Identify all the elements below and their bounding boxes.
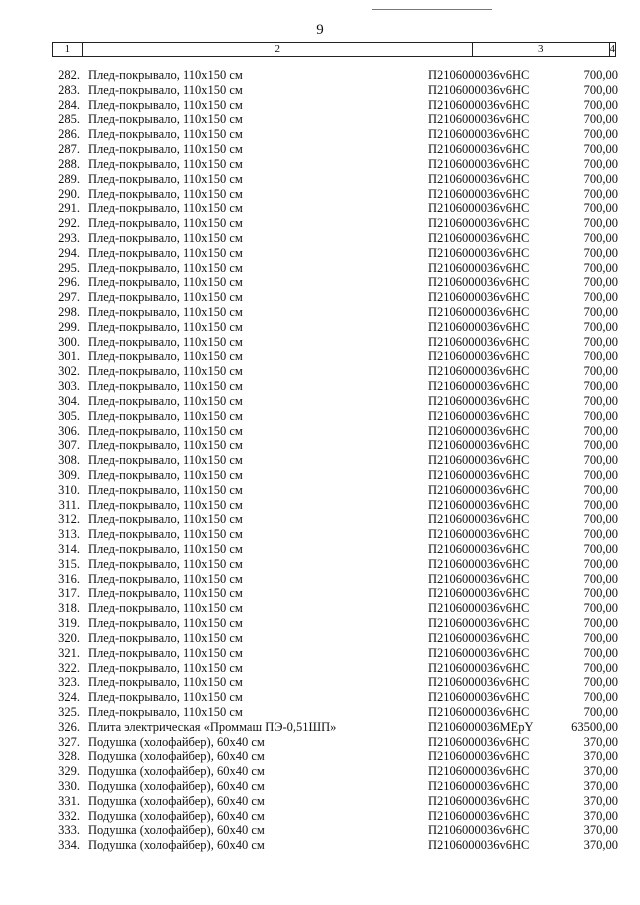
item-name: Плед-покрывало, 110х150 см <box>88 82 243 97</box>
item-code: П2106000036v6НС <box>428 201 530 216</box>
item-code: П2106000036v6НС <box>428 764 530 779</box>
item-name: Плед-покрывало, 110х150 см <box>88 112 243 127</box>
item-price: 700,00 <box>583 423 618 438</box>
item-name: Плед-покрывало, 110х150 см <box>88 97 243 112</box>
table-row <box>52 719 618 735</box>
item-name: Плед-покрывало, 110х150 см <box>88 334 243 349</box>
item-price: 700,00 <box>583 556 618 571</box>
item-name: Плед-покрывало, 110х150 см <box>88 438 243 453</box>
row-number: 297. <box>58 290 80 305</box>
table-row <box>52 349 618 364</box>
item-name: Плед-покрывало, 110х150 см <box>88 305 243 319</box>
item-name: Подушка (холофайбер), 60х40 см <box>88 749 265 764</box>
item-price: 370,00 <box>583 823 618 838</box>
item-name: Плед-покрывало, 110х150 см <box>88 245 243 260</box>
item-price: 700,00 <box>583 364 618 379</box>
row-number: 325. <box>58 704 80 719</box>
row-number: 304. <box>58 393 80 408</box>
item-code: П2106000036v6НС <box>428 616 530 631</box>
item-name: Плед-покрывало, 110х150 см <box>88 364 243 379</box>
table-row <box>52 512 618 527</box>
table-row <box>52 379 618 394</box>
item-price: 370,00 <box>583 734 618 749</box>
item-code: П2106000036v6НС <box>428 838 530 853</box>
item-name: Подушка (холофайбер), 60х40 см <box>88 838 265 853</box>
item-name: Плед-покрывало, 110х150 см <box>88 260 243 275</box>
item-name: Плед-покрывало, 110х150 см <box>88 586 243 601</box>
item-name: Плед-покрывало, 110х150 см <box>88 349 243 364</box>
item-price: 700,00 <box>583 186 618 201</box>
item-price: 700,00 <box>583 675 618 690</box>
item-price: 700,00 <box>583 586 618 601</box>
top-scan-line <box>372 9 492 10</box>
table-row <box>52 364 618 379</box>
row-number: 307. <box>58 438 80 453</box>
item-code: П2106000036v6НС <box>428 349 530 364</box>
item-code: П2106000036v6НС <box>428 586 530 601</box>
item-name: Плед-покрывало, 110х150 см <box>88 186 243 201</box>
table-row <box>52 601 618 616</box>
table-row <box>52 438 618 453</box>
table-row <box>52 245 618 261</box>
table-row <box>52 527 618 542</box>
table-row <box>52 779 618 794</box>
item-price: 700,00 <box>583 571 618 586</box>
item-code: П2106000036v6НС <box>428 260 530 275</box>
table-row <box>52 68 618 83</box>
table-body <box>52 68 618 853</box>
item-name: Плед-покрывало, 110х150 см <box>88 467 243 482</box>
item-code: П2106000036v6НС <box>428 156 530 171</box>
item-code: П2106000036v6НС <box>428 482 530 497</box>
table-row <box>52 127 618 142</box>
row-number: 326. <box>58 719 80 734</box>
item-name: Плед-покрывало, 110х150 см <box>88 616 243 631</box>
item-name: Плед-покрывало, 110х150 см <box>88 571 243 586</box>
item-price: 370,00 <box>583 838 618 853</box>
item-price: 700,00 <box>583 379 618 394</box>
table-row <box>52 497 618 513</box>
table-row <box>52 764 618 779</box>
item-price: 370,00 <box>583 793 618 808</box>
item-code: П2106000036v6НС <box>428 542 530 556</box>
item-name: Подушка (холофайбер), 60х40 см <box>88 779 265 793</box>
item-name: Плед-покрывало, 110х150 см <box>88 393 243 408</box>
item-price: 700,00 <box>583 453 618 468</box>
item-name: Плед-покрывало, 110х150 см <box>88 127 243 142</box>
row-number: 315. <box>58 556 80 571</box>
item-price: 700,00 <box>583 245 618 260</box>
item-name: Плед-покрывало, 110х150 см <box>88 275 243 290</box>
row-number: 282. <box>58 68 80 82</box>
table-row <box>52 616 618 631</box>
item-name: Плед-покрывало, 110х150 см <box>88 601 243 616</box>
table-row <box>52 275 618 290</box>
table-row <box>52 542 618 557</box>
row-number: 312. <box>58 512 80 527</box>
item-code: П2106000036v6НС <box>428 230 530 245</box>
item-price: 700,00 <box>583 127 618 142</box>
row-number: 300. <box>58 334 80 349</box>
item-code: П2106000036v6НС <box>428 527 530 542</box>
item-code: П2106000036v6НС <box>428 630 530 645</box>
item-price: 700,00 <box>583 467 618 482</box>
table-row <box>52 453 618 468</box>
item-price: 700,00 <box>583 393 618 408</box>
item-price: 700,00 <box>583 201 618 216</box>
row-number: 334. <box>58 838 80 853</box>
table-row <box>52 749 618 764</box>
item-code: П2106000036v6НС <box>428 171 530 186</box>
row-number: 285. <box>58 112 80 127</box>
item-name: Плед-покрывало, 110х150 см <box>88 142 243 157</box>
item-code: П2106000036v6НС <box>428 142 530 157</box>
row-number: 308. <box>58 453 80 468</box>
item-code: П2106000036v6НС <box>428 467 530 482</box>
row-number: 296. <box>58 275 80 290</box>
item-price: 700,00 <box>583 704 618 719</box>
item-code: П2106000036v6НС <box>428 127 530 142</box>
item-name: Подушка (холофайбер), 60х40 см <box>88 808 265 823</box>
row-number: 294. <box>58 245 80 260</box>
item-price: 700,00 <box>583 482 618 497</box>
item-name: Плед-покрывало, 110х150 см <box>88 171 243 186</box>
item-name: Подушка (холофайбер), 60х40 см <box>88 764 265 779</box>
table-row <box>52 423 618 439</box>
row-number: 293. <box>58 230 80 245</box>
row-number: 309. <box>58 467 80 482</box>
item-code: П2106000036v6НС <box>428 82 530 97</box>
table-row <box>52 201 618 216</box>
item-name: Плед-покрывало, 110х150 см <box>88 290 243 305</box>
table-row <box>52 290 618 305</box>
item-price: 700,00 <box>583 82 618 97</box>
item-code: П2106000036v6НС <box>428 512 530 527</box>
item-code: П2106000036v6НС <box>428 823 530 838</box>
table-row <box>52 97 618 113</box>
table-row <box>52 482 618 498</box>
table-row <box>52 408 618 424</box>
table-row <box>52 645 618 661</box>
item-code: П2106000036v6НС <box>428 704 530 719</box>
item-price: 700,00 <box>583 305 618 319</box>
item-name: Плед-покрывало, 110х150 см <box>88 660 243 675</box>
row-number: 319. <box>58 616 80 631</box>
item-name: Плед-покрывало, 110х150 см <box>88 512 243 527</box>
item-price: 370,00 <box>583 764 618 779</box>
table-row <box>52 393 618 409</box>
item-price: 700,00 <box>583 645 618 660</box>
table-row <box>52 467 618 483</box>
item-code: П2106000036v6НС <box>428 290 530 305</box>
item-code: П2106000036v6НС <box>428 245 530 260</box>
item-code: П2106000036v6НС <box>428 275 530 290</box>
row-number: 328. <box>58 749 80 764</box>
header-col-1: 1 <box>53 43 83 56</box>
table-row <box>52 319 618 335</box>
item-price: 700,00 <box>583 527 618 542</box>
header-col-4: 4 <box>609 43 616 55</box>
item-code: П2106000036v6НС <box>428 334 530 349</box>
item-name: Подушка (холофайбер), 60х40 см <box>88 793 265 808</box>
item-price: 63500,00 <box>571 719 618 734</box>
item-code: П2106000036v6НС <box>428 408 530 423</box>
item-code: П2106000036v6НС <box>428 97 530 112</box>
table-row <box>52 571 618 587</box>
item-name: Плед-покрывало, 110х150 см <box>88 156 243 171</box>
item-code: П2106000036v6НС <box>428 601 530 616</box>
item-name: Подушка (холофайбер), 60х40 см <box>88 734 265 749</box>
row-number: 333. <box>58 823 80 838</box>
header-col-3: 3 <box>473 43 610 56</box>
item-name: Плед-покрывало, 110х150 см <box>88 542 243 556</box>
item-price: 700,00 <box>583 275 618 290</box>
page-number: 9 <box>316 22 324 38</box>
item-code: П2106000036v6НС <box>428 305 530 319</box>
item-name: Плед-покрывало, 110х150 см <box>88 423 243 438</box>
item-code: П2106000036v6НС <box>428 186 530 201</box>
row-number: 289. <box>58 171 80 186</box>
row-number: 318. <box>58 601 80 616</box>
item-price: 700,00 <box>583 68 618 82</box>
row-number: 313. <box>58 527 80 542</box>
row-number: 298. <box>58 305 80 319</box>
item-name: Плед-покрывало, 110х150 см <box>88 319 243 334</box>
table-row <box>52 260 618 276</box>
item-code: П2106000036v6НС <box>428 571 530 586</box>
row-number: 330. <box>58 779 80 793</box>
row-number: 302. <box>58 364 80 379</box>
item-price: 700,00 <box>583 497 618 512</box>
item-name: Плед-покрывало, 110х150 см <box>88 690 243 705</box>
table-row <box>52 186 618 202</box>
item-code: П2106000036v6НС <box>428 423 530 438</box>
item-price: 700,00 <box>583 408 618 423</box>
row-number: 284. <box>58 97 80 112</box>
item-code: П2106000036v6НС <box>428 216 530 231</box>
row-number: 316. <box>58 571 80 586</box>
table-row <box>52 171 618 187</box>
table-row <box>52 823 618 838</box>
table-row <box>52 734 618 750</box>
item-code: П2106000036v6НС <box>428 779 530 793</box>
item-price: 700,00 <box>583 230 618 245</box>
row-number: 314. <box>58 542 80 556</box>
item-price: 370,00 <box>583 779 618 793</box>
item-price: 700,00 <box>583 260 618 275</box>
item-code: П2106000036v6НС <box>428 497 530 512</box>
table-row <box>52 675 618 690</box>
row-number: 303. <box>58 379 80 394</box>
item-code: П2106000036v6НС <box>428 793 530 808</box>
item-code: П2106000036v6НС <box>428 68 530 82</box>
item-name: Плед-покрывало, 110х150 см <box>88 497 243 512</box>
item-code: П2106000036v6НС <box>428 749 530 764</box>
item-name: Подушка (холофайбер), 60х40 см <box>88 823 265 838</box>
item-name: Плед-покрывало, 110х150 см <box>88 68 243 82</box>
table-row <box>52 230 618 246</box>
table-row <box>52 556 618 572</box>
table-row <box>52 808 618 824</box>
item-code: П2106000036v6НС <box>428 112 530 127</box>
table-row <box>52 305 618 320</box>
row-number: 288. <box>58 156 80 171</box>
table-row <box>52 82 618 98</box>
item-name: Плед-покрывало, 110х150 см <box>88 379 243 394</box>
table-row <box>52 690 618 705</box>
item-price: 700,00 <box>583 630 618 645</box>
row-number: 311. <box>58 497 80 512</box>
row-number: 321. <box>58 645 80 660</box>
item-name: Плед-покрывало, 110х150 см <box>88 645 243 660</box>
item-price: 700,00 <box>583 349 618 364</box>
table-row <box>52 793 618 809</box>
header-col-2: 2 <box>83 43 473 56</box>
item-name: Плед-покрывало, 110х150 см <box>88 453 243 468</box>
item-code: П2106000036v6НС <box>428 319 530 334</box>
row-number: 295. <box>58 260 80 275</box>
item-price: 370,00 <box>583 749 618 764</box>
item-name: Плед-покрывало, 110х150 см <box>88 230 243 245</box>
item-price: 700,00 <box>583 112 618 127</box>
table-row <box>52 838 618 853</box>
item-code: П2106000036v6НС <box>428 660 530 675</box>
item-price: 700,00 <box>583 690 618 705</box>
table-row <box>52 704 618 720</box>
item-code: П2106000036v6НС <box>428 364 530 379</box>
table-row <box>52 112 618 127</box>
item-code: П2106000036v6НС <box>428 645 530 660</box>
item-price: 370,00 <box>583 808 618 823</box>
row-number: 329. <box>58 764 80 779</box>
item-code: П2106000036v6НС <box>428 393 530 408</box>
item-price: 700,00 <box>583 156 618 171</box>
row-number: 305. <box>58 408 80 423</box>
item-price: 700,00 <box>583 660 618 675</box>
row-number: 322. <box>58 660 80 675</box>
table-row <box>52 586 618 601</box>
item-price: 700,00 <box>583 601 618 616</box>
item-code: П2106000036v6НС <box>428 690 530 705</box>
row-number: 327. <box>58 734 80 749</box>
table-row <box>52 156 618 172</box>
table-row <box>52 630 618 646</box>
row-number: 332. <box>58 808 80 823</box>
row-number: 310. <box>58 482 80 497</box>
item-price: 700,00 <box>583 319 618 334</box>
row-number: 331. <box>58 793 80 808</box>
row-number: 291. <box>58 201 80 216</box>
item-price: 700,00 <box>583 334 618 349</box>
item-name: Плед-покрывало, 110х150 см <box>88 675 243 690</box>
table-header <box>52 42 616 57</box>
row-number: 320. <box>58 630 80 645</box>
item-price: 700,00 <box>583 616 618 631</box>
item-price: 700,00 <box>583 438 618 453</box>
item-name: Плед-покрывало, 110х150 см <box>88 527 243 542</box>
item-code: П2106000036v6НС <box>428 734 530 749</box>
item-code: П2106000036v6НС <box>428 438 530 453</box>
item-name: Плед-покрывало, 110х150 см <box>88 408 243 423</box>
row-number: 290. <box>58 186 80 201</box>
item-code: П2106000036v6НС <box>428 453 530 468</box>
table-row <box>52 660 618 676</box>
row-number: 286. <box>58 127 80 142</box>
item-name: Плед-покрывало, 110х150 см <box>88 216 243 231</box>
row-number: 301. <box>58 349 80 364</box>
table-row <box>52 216 618 231</box>
item-name: Плита электрическая «Проммаш ПЭ-0,51ШП» <box>88 719 337 734</box>
item-name: Плед-покрывало, 110х150 см <box>88 704 243 719</box>
item-price: 700,00 <box>583 171 618 186</box>
item-code: П2106000036v6НС <box>428 808 530 823</box>
item-price: 700,00 <box>583 290 618 305</box>
table-row <box>52 334 618 350</box>
row-number: 323. <box>58 675 80 690</box>
item-code: П2106000036v6НС <box>428 379 530 394</box>
table-row <box>52 142 618 157</box>
item-price: 700,00 <box>583 542 618 556</box>
item-name: Плед-покрывало, 110х150 см <box>88 556 243 571</box>
item-price: 700,00 <box>583 216 618 231</box>
row-number: 299. <box>58 319 80 334</box>
item-price: 700,00 <box>583 97 618 112</box>
item-code: П2106000036МЕрY <box>428 719 534 734</box>
row-number: 292. <box>58 216 80 231</box>
item-name: Плед-покрывало, 110х150 см <box>88 201 243 216</box>
row-number: 306. <box>58 423 80 438</box>
item-price: 700,00 <box>583 512 618 527</box>
item-name: Плед-покрывало, 110х150 см <box>88 630 243 645</box>
row-number: 324. <box>58 690 80 705</box>
item-name: Плед-покрывало, 110х150 см <box>88 482 243 497</box>
item-code: П2106000036v6НС <box>428 675 530 690</box>
item-price: 700,00 <box>583 142 618 157</box>
row-number: 287. <box>58 142 80 157</box>
row-number: 317. <box>58 586 80 601</box>
item-code: П2106000036v6НС <box>428 556 530 571</box>
row-number: 283. <box>58 82 80 97</box>
